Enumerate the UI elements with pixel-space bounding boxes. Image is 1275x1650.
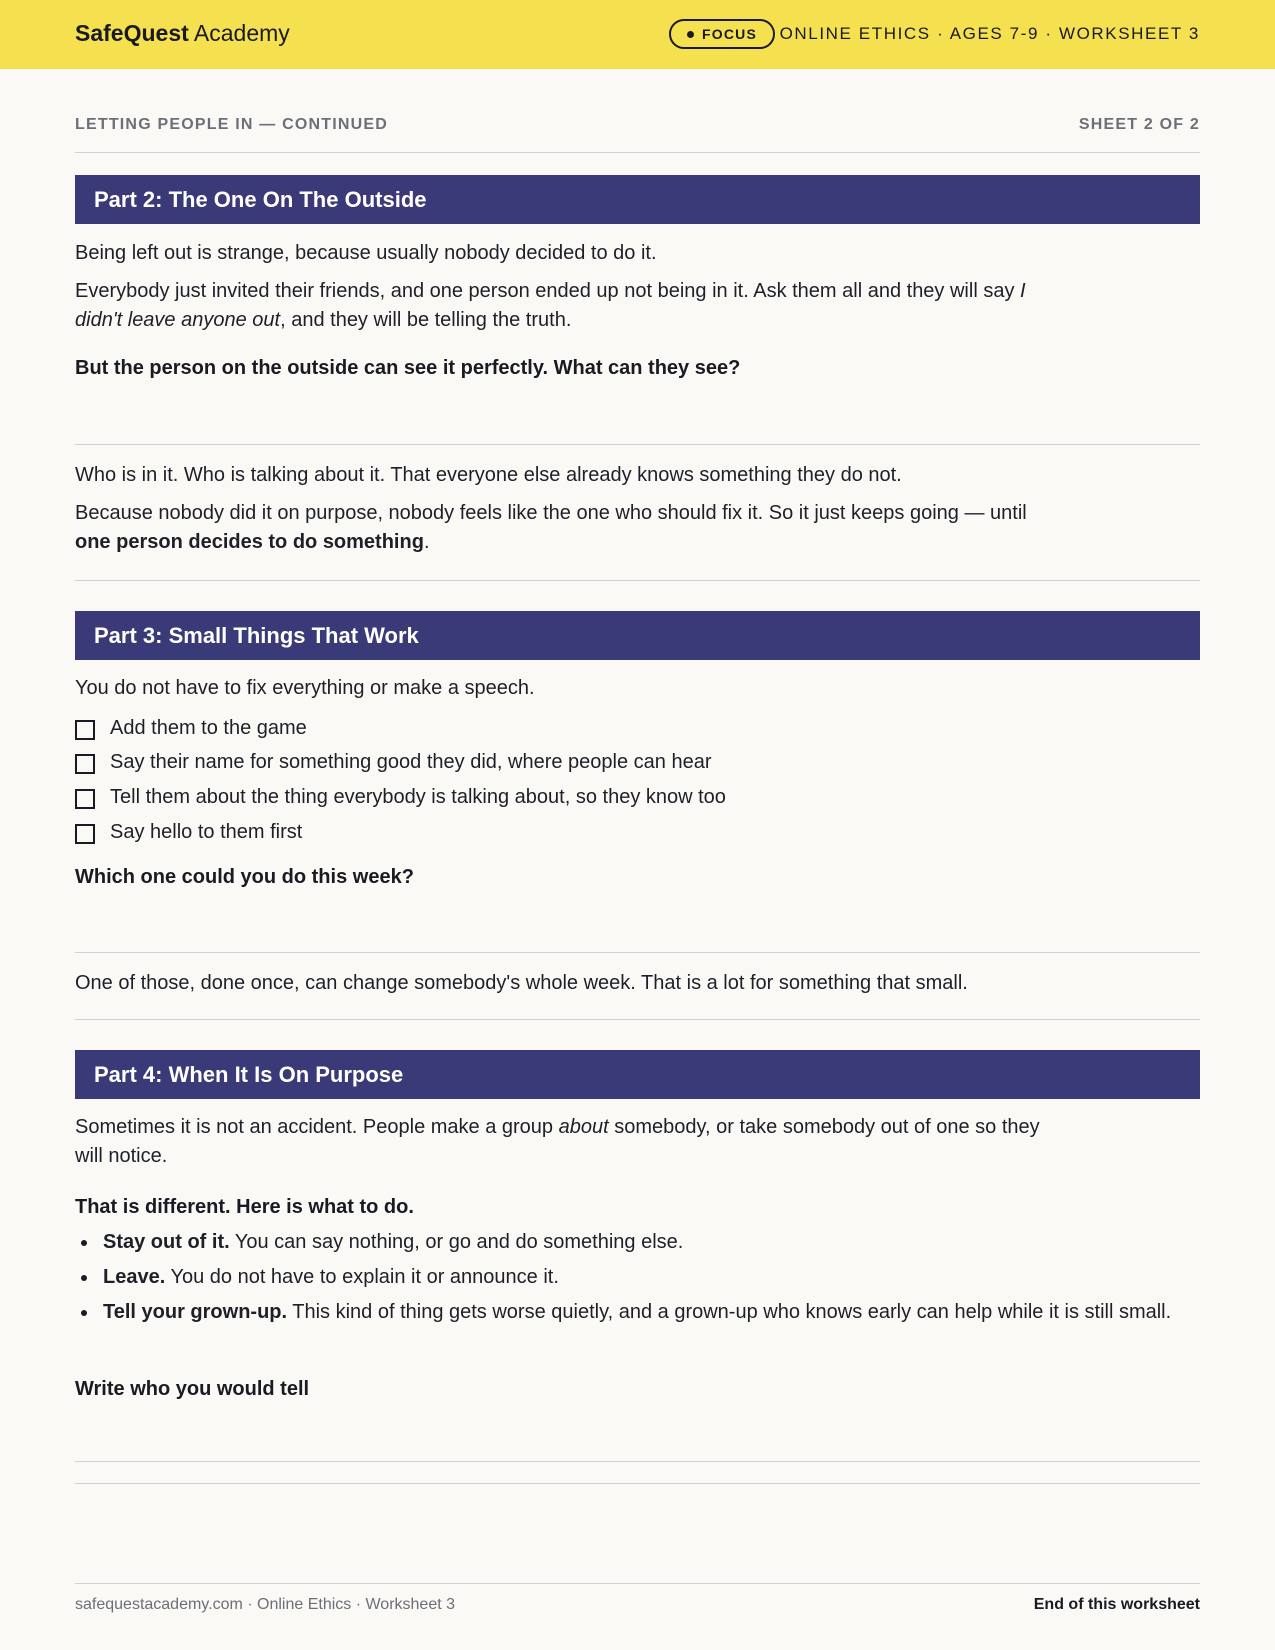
header-bar [0, 0, 1275, 69]
paragraph: Being left out is strange, because usually nobody decided to do it. [75, 242, 657, 264]
paragraph: One of those, done once, can change somebody's whole week. That is a lot for something that small. [75, 972, 968, 994]
checkbox[interactable] [75, 720, 95, 740]
section-title: Part 2: The One On The Outside [94, 186, 427, 212]
paragraph [75, 277, 1065, 335]
brand-logo[interactable] [75, 20, 290, 47]
checkbox[interactable] [75, 789, 95, 809]
bullet-bold-text: Leave. [103, 1266, 166, 1288]
question-label: Write who you would tell [75, 1378, 310, 1400]
checkbox[interactable] [75, 824, 95, 844]
brand-name-bold: SafeQuest [75, 20, 189, 46]
text-run: Everybody just invited their friends, and one person ended up not being in it. Ask them all and they will say [75, 280, 1020, 302]
answer-line[interactable] [75, 1461, 1200, 1462]
paragraph [75, 499, 1065, 557]
brand-name-rest: Academy [193, 20, 290, 46]
question-label: But the person on the outside can see it perfectly. What can they see? [75, 357, 741, 379]
footer [75, 1596, 1200, 1614]
subheader [75, 116, 1200, 134]
bullet-bold-text: Stay out of it. [103, 1231, 230, 1253]
section-header-part-2 [75, 175, 1200, 224]
divider [75, 152, 1200, 153]
text-run: Because nobody did it on purpose, nobody feels like the one who should fix it. So it just keeps going — until [75, 502, 1027, 524]
list-item [75, 1228, 1200, 1256]
checklist-label: Say hello to them first [110, 820, 303, 843]
checklist-label: Add them to the game [110, 716, 307, 739]
checklist-item[interactable] [75, 715, 307, 741]
checkbox[interactable] [75, 754, 95, 774]
checklist-item[interactable] [75, 749, 711, 775]
section-header-part-3 [75, 611, 1200, 660]
bullet-icon [81, 1275, 87, 1281]
paragraph [75, 1113, 1065, 1171]
checklist-label: Say their name for something good they did, where people can hear [110, 750, 712, 773]
bullet-icon [81, 1310, 87, 1316]
checklist-item[interactable] [75, 819, 302, 845]
answer-line[interactable] [75, 952, 1200, 953]
text-run: , and they will be telling the truth. [280, 309, 572, 331]
footer-divider [75, 1583, 1200, 1584]
bullet-text: This kind of thing gets worse quietly, and a grown-up who knows early can help while it is still small. [287, 1301, 1172, 1323]
lead-label: That is different. Here is what to do. [75, 1196, 414, 1218]
text-run: somebody, or take somebody out of one so they will notice. [75, 1116, 1040, 1167]
section-title: Part 4: When It Is On Purpose [94, 1061, 404, 1087]
section-header-part-4 [75, 1050, 1200, 1099]
footer-site-link[interactable]: safequestacademy.com · Online Ethics · Worksheet 3 [75, 1596, 456, 1613]
paragraph: You do not have to fix everything or make a speech. [75, 677, 535, 699]
sheet-counter: SHEET 2 OF 2 [1078, 116, 1200, 133]
list-item [75, 1298, 1200, 1326]
divider [75, 1483, 1200, 1484]
bullet-text: You do not have to explain it or announce it. [165, 1266, 559, 1288]
text-run: Sometimes it is not an accident. People make a group [75, 1116, 559, 1138]
bold-text: one person decides to do something [75, 531, 424, 553]
subheader-title: LETTING PEOPLE IN — CONTINUED [75, 116, 389, 133]
dot-icon [687, 31, 694, 38]
focus-label: FOCUS [702, 26, 757, 42]
divider [75, 580, 1200, 581]
checklist-label: Tell them about the thing everybody is talking about, so they know too [110, 785, 726, 808]
bullet-icon [81, 1240, 87, 1246]
emphasis-text: I didn't leave anyone out [75, 280, 1026, 331]
section-title: Part 3: Small Things That Work [94, 622, 419, 648]
footer-end-note: End of this worksheet [1033, 1596, 1200, 1613]
list-item [75, 1263, 1200, 1291]
answer-line[interactable] [75, 444, 1200, 445]
checklist-item[interactable] [75, 784, 726, 810]
paragraph: Who is in it. Who is talking about it. That everyone else already knows something they do not. [75, 464, 902, 486]
bullet-text: You can say nothing, or go and do something else. [229, 1231, 684, 1253]
question-label: Which one could you do this week? [75, 866, 414, 888]
focus-badge [669, 19, 775, 49]
bullet-bold-text: Tell your grown-up. [103, 1301, 288, 1323]
divider [75, 1019, 1200, 1020]
text-run: . [423, 531, 430, 553]
worksheet-meta: ONLINE ETHICS · AGES 7-9 · WORKSHEET 3 [779, 24, 1200, 43]
emphasis-text: about [558, 1116, 609, 1138]
